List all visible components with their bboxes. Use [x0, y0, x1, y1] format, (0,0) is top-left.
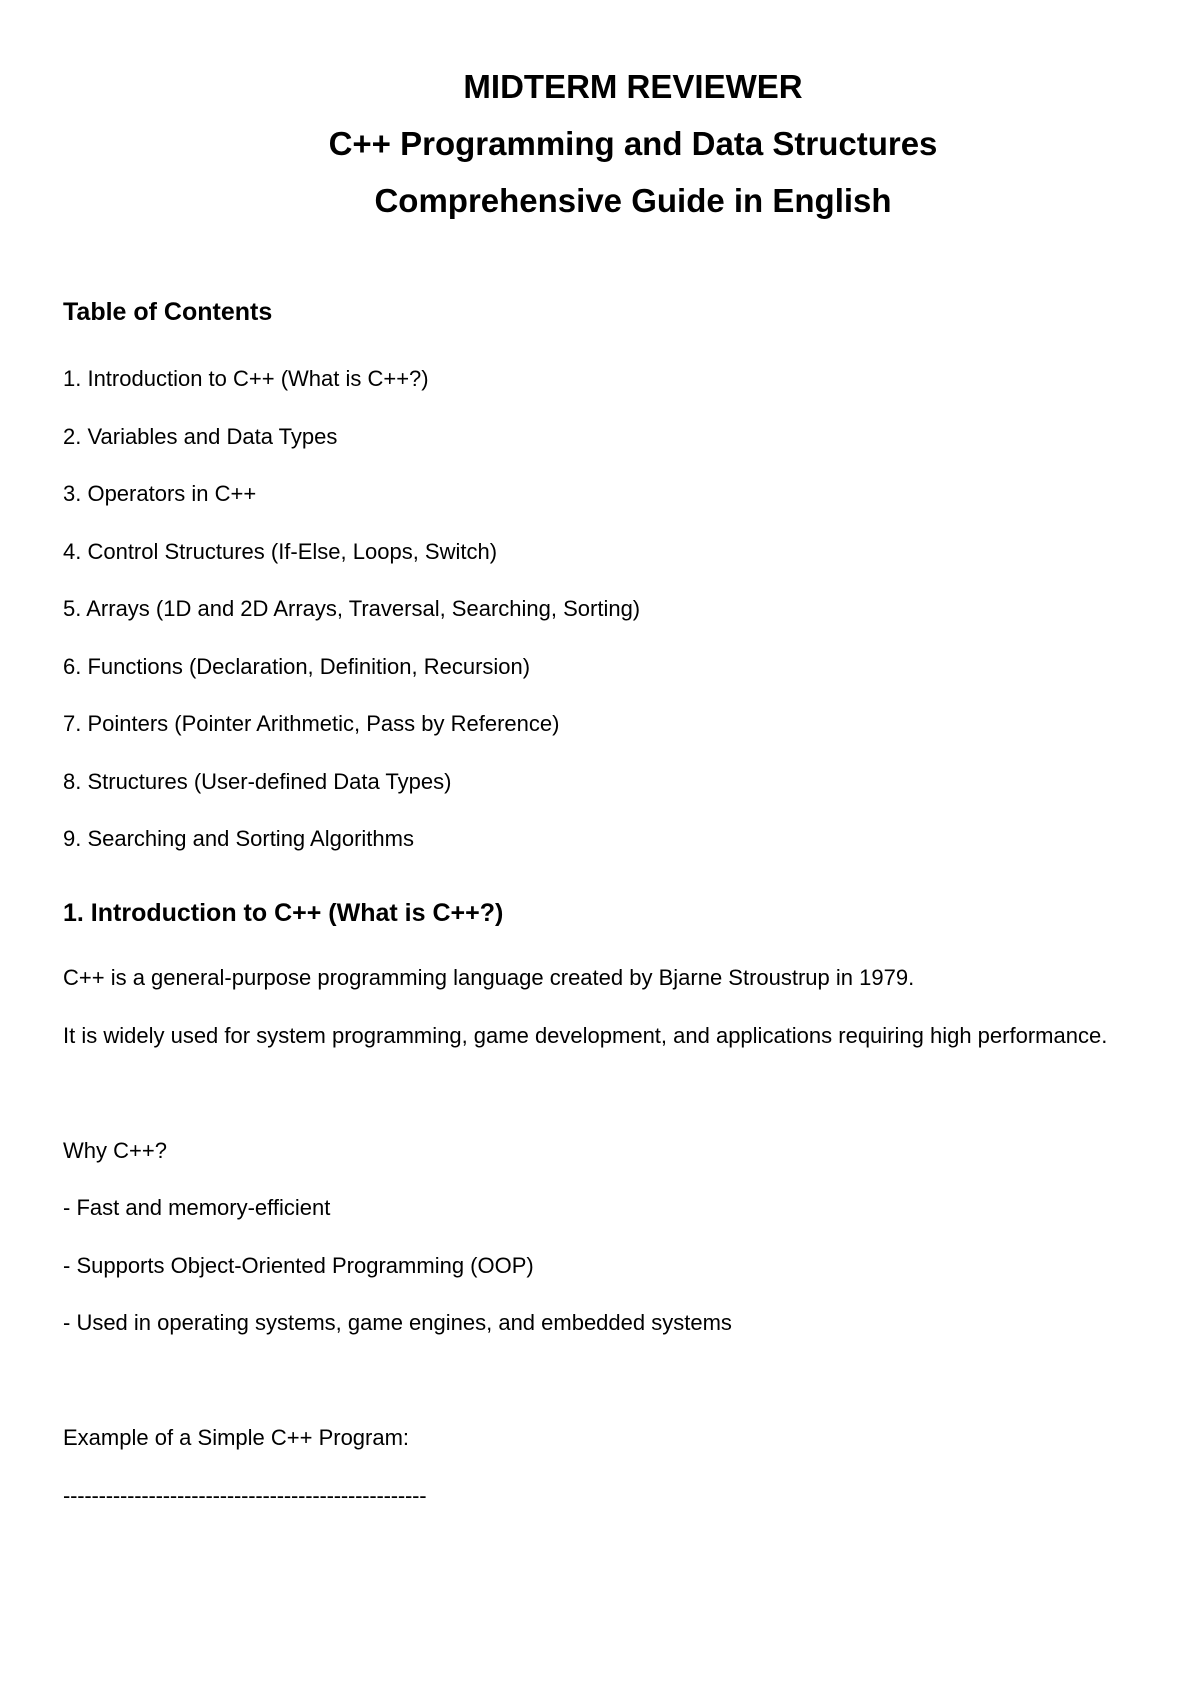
- table-of-contents: [63, 294, 1143, 868]
- document-subtitle-secondary: Comprehensive Guide in English: [374, 182, 892, 219]
- toc-list: [63, 350, 1143, 868]
- why-cpp-heading: Why C++?: [63, 1137, 167, 1163]
- toc-item: 8. Structures (User-defined Data Types): [63, 768, 452, 794]
- toc-item: 2. Variables and Data Types: [63, 423, 338, 449]
- toc-item: 4. Control Structures (If-Else, Loops, Switch): [63, 538, 498, 564]
- paragraph: C++ is a general-purpose programming language created by Bjarne Stroustrup in 1979.: [63, 965, 915, 990]
- dashed-divider: ---------------------------------------------------: [63, 1482, 427, 1508]
- toc-item: 7. Pointers (Pointer Arithmetic, Pass by Reference): [63, 711, 560, 736]
- list-item: - Used in operating systems, game engines, and embedded systems: [63, 1310, 732, 1335]
- toc-item: 3. Operators in C++: [63, 481, 257, 506]
- why-cpp-list: [63, 1179, 1143, 1352]
- document-subtitle: C++ Programming and Data Structures: [328, 125, 938, 162]
- spacer: [63, 1064, 1143, 1122]
- toc-heading: Table of Contents: [63, 298, 273, 326]
- toc-item: 1. Introduction to C++ (What is C++?): [63, 366, 429, 391]
- toc-item: 5. Arrays (1D and 2D Arrays, Traversal, Searching, Sorting): [63, 596, 641, 621]
- list-item: - Fast and memory-efficient: [63, 1195, 331, 1220]
- example-heading: Example of a Simple C++ Program:: [63, 1425, 410, 1450]
- section-introduction: [63, 895, 1143, 1524]
- document-title-block: [0, 58, 1200, 229]
- spacer: [63, 1352, 1143, 1410]
- paragraph: It is widely used for system programming, game development, and applications requiring high performance.: [63, 1022, 1108, 1048]
- toc-item: 6. Functions (Declaration, Definition, Recursion): [63, 653, 531, 679]
- toc-item: 9. Searching and Sorting Algorithms: [63, 826, 414, 851]
- section-heading: 1. Introduction to C++ (What is C++?): [63, 899, 504, 927]
- document-title: MIDTERM REVIEWER: [463, 68, 803, 105]
- list-item: - Supports Object-Oriented Programming (OOP): [63, 1252, 534, 1278]
